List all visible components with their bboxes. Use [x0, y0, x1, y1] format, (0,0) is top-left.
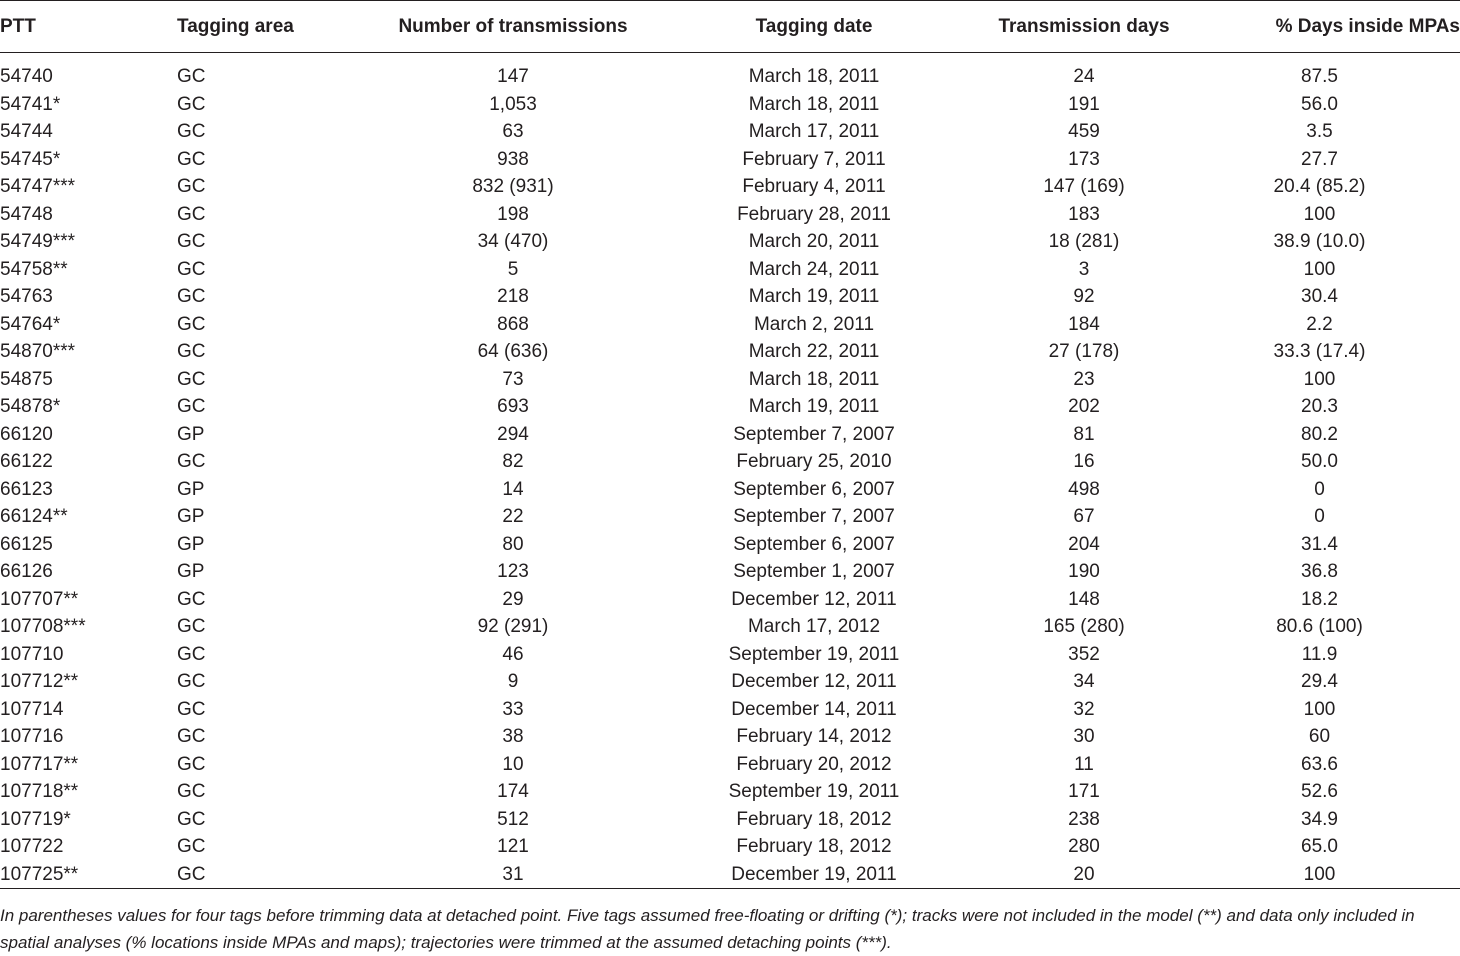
header-ptt: PTT [0, 1, 177, 53]
cell-pct-days-inside-mpas: 65.0 [1301, 836, 1338, 857]
cell-number-of-transmissions: 832 (931) [472, 176, 554, 197]
cell-number-of-transmissions: 34 (470) [477, 231, 549, 252]
table-row [0, 91, 1460, 119]
cell-number-of-transmissions: 73 [502, 368, 524, 390]
cell-transmission-days: 202 [1068, 396, 1100, 417]
table-row [0, 476, 1460, 504]
cell-pct-days-inside-mpas: 20.4 (85.2) [1273, 176, 1366, 197]
table-row [0, 613, 1460, 641]
cell-tagging-date: March 17, 2011 [748, 121, 880, 142]
table-row [0, 558, 1460, 586]
cell-number-of-transmissions: 63 [502, 121, 524, 142]
table-row [0, 531, 1460, 559]
cell-tagging-date: September 6, 2007 [733, 478, 895, 500]
cell-tagging-date: February 18, 2012 [736, 808, 892, 830]
table-row [0, 201, 1460, 229]
cell-tagging-date: December 19, 2011 [639, 861, 989, 889]
cell-ptt: 66126 [0, 561, 53, 582]
cell-transmission-days: 11 [1074, 753, 1094, 775]
cell-tagging-date: September 1, 2007 [733, 561, 895, 582]
cell-pct-days-inside-mpas: 11.9 [1301, 643, 1338, 665]
cell-transmission-days: 459 [1068, 121, 1100, 142]
table-row [0, 833, 1460, 861]
cell-number-of-transmissions: 198 [497, 203, 529, 225]
cell-transmission-days: 147 (169) [1043, 176, 1125, 197]
header-pct-days-inside-mpas: % Days inside MPAs [1179, 1, 1460, 53]
cell-pct-days-inside-mpas: 80.6 (100) [1276, 616, 1363, 637]
cell-ptt: 107717** [0, 753, 79, 775]
cell-ptt: 66120 [0, 423, 53, 445]
table-row [0, 751, 1460, 779]
cell-number-of-transmissions: 64 (636) [477, 341, 549, 362]
cell-pct-days-inside-mpas: 2.2 [1306, 313, 1333, 335]
cell-tagging-date: March 18, 2011 [748, 368, 880, 390]
cell-tagging-area: GC [177, 781, 206, 802]
cell-tagging-date: September 19, 2011 [728, 643, 900, 665]
table-row [0, 53, 1460, 91]
cell-ptt: 54875 [0, 368, 53, 390]
cell-tagging-area: GC [177, 808, 206, 830]
cell-ptt: 54870*** [0, 341, 76, 362]
cell-transmission-days: 238 [1068, 808, 1100, 830]
cell-ptt: 54758** [0, 258, 68, 280]
cell-ptt: 107712** [0, 671, 79, 692]
cell-pct-days-inside-mpas: 18.2 [1301, 588, 1338, 610]
cell-tagging-date: March 19, 2011 [748, 396, 880, 417]
cell-tagging-date: September 6, 2007 [733, 533, 895, 555]
cell-transmission-days: 81 [1073, 423, 1095, 445]
cell-ptt: 66124** [0, 506, 68, 527]
header-row [0, 1, 1460, 53]
cell-transmission-days: 27 (178) [1048, 341, 1120, 362]
cell-tagging-date: December 14, 2011 [731, 698, 897, 720]
cell-pct-days-inside-mpas: 87.5 [1301, 66, 1338, 87]
cell-transmission-days: 280 [1068, 836, 1100, 857]
cell-transmission-days: 24 [1073, 66, 1095, 87]
table-row [0, 146, 1460, 174]
cell-number-of-transmissions: 218 [497, 286, 529, 307]
cell-number-of-transmissions: 29 [502, 588, 524, 610]
table-row [0, 641, 1460, 669]
cell-number-of-transmissions: 938 [497, 148, 529, 170]
cell-tagging-area: GC [177, 203, 206, 225]
cell-transmission-days: 190 [1068, 561, 1100, 582]
cell-pct-days-inside-mpas: 100 [1303, 698, 1336, 720]
cell-pct-days-inside-mpas: 100 [1303, 368, 1336, 390]
cell-pct-days-inside-mpas: 29.4 [1301, 671, 1338, 692]
cell-tagging-date: February 20, 2012 [736, 753, 892, 775]
cell-transmission-days: 3 [1078, 258, 1090, 280]
cell-tagging-area: GP [177, 423, 205, 445]
cell-number-of-transmissions: 38 [502, 726, 524, 747]
cell-number-of-transmissions: 10 [502, 753, 524, 775]
cell-ptt: 54745* [0, 148, 61, 170]
cell-ptt: 54749*** [0, 231, 76, 252]
cell-number-of-transmissions: 82 [502, 451, 524, 472]
header-tagging-area: Tagging area [177, 1, 387, 53]
cell-ptt: 54748 [0, 203, 53, 225]
cell-pct-days-inside-mpas: 63.6 [1301, 753, 1338, 775]
cell-transmission-days: 165 (280) [1043, 616, 1125, 637]
cell-ptt: 107708*** [0, 616, 86, 637]
cell-tagging-area: GC [177, 93, 206, 115]
cell-pct-days-inside-mpas: 30.4 [1301, 286, 1338, 307]
cell-tagging-area: GC [177, 368, 206, 390]
cell-pct-days-inside-mpas: 0 [1314, 506, 1325, 527]
cell-ptt: 107707** [0, 588, 79, 610]
cell-tagging-area: GC [177, 698, 206, 720]
cell-transmission-days: 173 [1068, 148, 1100, 170]
cell-number-of-transmissions: 31 [387, 861, 639, 889]
table-row [0, 228, 1460, 256]
table-body [0, 53, 1460, 889]
cell-ptt: 107719* [0, 808, 71, 830]
cell-number-of-transmissions: 147 [497, 66, 529, 87]
cell-pct-days-inside-mpas: 20.3 [1301, 396, 1338, 417]
cell-transmission-days: 498 [1068, 478, 1100, 500]
cell-number-of-transmissions: 92 (291) [477, 616, 549, 637]
cell-ptt: 107722 [0, 836, 64, 857]
cell-number-of-transmissions: 9 [507, 671, 519, 692]
table-row [0, 503, 1460, 531]
cell-pct-days-inside-mpas: 100 [1303, 203, 1336, 225]
cell-tagging-date: March 2, 2011 [753, 313, 875, 335]
cell-transmission-days: 191 [1068, 93, 1100, 115]
cell-tagging-area: GC [177, 451, 206, 472]
cell-pct-days-inside-mpas: 0 [1314, 478, 1325, 500]
cell-tagging-area: GP [177, 561, 205, 582]
cell-tagging-date: February 7, 2011 [742, 148, 886, 170]
cell-ptt: 107718** [0, 781, 79, 802]
cell-transmission-days: 16 [1073, 451, 1095, 472]
cell-ptt: 54747*** [0, 176, 76, 197]
cell-ptt: 107725** [0, 861, 177, 889]
cell-number-of-transmissions: 33 [502, 698, 524, 720]
cell-tagging-area: GC [177, 66, 206, 87]
cell-transmission-days: 352 [1068, 643, 1100, 665]
table-row [0, 173, 1460, 201]
cell-pct-days-inside-mpas: 34.9 [1301, 808, 1338, 830]
cell-ptt: 66125 [0, 533, 53, 555]
cell-transmission-days: 171 [1068, 781, 1100, 802]
table-row [0, 118, 1460, 146]
cell-number-of-transmissions: 22 [502, 506, 524, 527]
table-row [0, 448, 1460, 476]
table-row [0, 586, 1460, 614]
cell-tagging-area: GC [177, 836, 206, 857]
table-row [0, 806, 1460, 834]
cell-tagging-area: GC [177, 313, 206, 335]
cell-pct-days-inside-mpas: 33.3 (17.4) [1273, 341, 1366, 362]
table-row [0, 283, 1460, 311]
cell-tagging-area: GC [177, 258, 206, 280]
cell-tagging-area: GC [177, 588, 206, 610]
cell-number-of-transmissions: 174 [497, 781, 529, 802]
cell-tagging-date: September 19, 2011 [728, 781, 900, 802]
cell-tagging-date: February 28, 2011 [737, 203, 891, 225]
cell-number-of-transmissions: 5 [507, 258, 519, 280]
cell-tagging-area: GC [177, 726, 206, 747]
cell-pct-days-inside-mpas: 36.8 [1301, 561, 1338, 582]
cell-number-of-transmissions: 121 [497, 836, 529, 857]
table-row [0, 256, 1460, 284]
cell-pct-days-inside-mpas: 50.0 [1301, 451, 1338, 472]
cell-tagging-date: February 18, 2012 [736, 836, 892, 857]
cell-transmission-days: 23 [1073, 368, 1095, 390]
cell-number-of-transmissions: 80 [502, 533, 524, 555]
cell-transmission-days: 34 [1073, 671, 1095, 692]
cell-tagging-area: GC [177, 341, 206, 362]
cell-tagging-date: February 25, 2010 [736, 451, 892, 472]
cell-number-of-transmissions: 1,053 [489, 93, 537, 115]
cell-ptt: 66123 [0, 478, 53, 500]
cell-tagging-date: December 12, 2011 [731, 588, 897, 610]
cell-pct-days-inside-mpas: 38.9 (10.0) [1273, 231, 1366, 252]
cell-tagging-date: March 18, 2011 [748, 93, 880, 115]
table-row [0, 366, 1460, 394]
cell-transmission-days: 183 [1068, 203, 1100, 225]
cell-tagging-date: March 18, 2011 [748, 66, 880, 87]
cell-tagging-date: September 7, 2007 [733, 506, 895, 527]
cell-tagging-area: GC [177, 121, 206, 142]
cell-tagging-area: GP [177, 506, 205, 527]
cell-number-of-transmissions: 512 [497, 808, 529, 830]
cell-tagging-area: GP [177, 478, 205, 500]
cell-transmission-days: 18 (281) [1048, 231, 1120, 252]
header-number-of-transmissions: Number of transmissions [387, 1, 639, 53]
cell-tagging-area: GC [177, 231, 206, 252]
cell-pct-days-inside-mpas: 31.4 [1301, 533, 1338, 555]
header-transmission-days: Transmission days [989, 1, 1179, 53]
cell-pct-days-inside-mpas: 52.6 [1301, 781, 1338, 802]
cell-tagging-date: February 14, 2012 [736, 726, 892, 747]
table-row [0, 668, 1460, 696]
cell-pct-days-inside-mpas: 100 [1303, 258, 1336, 280]
cell-tagging-area: GC [177, 286, 206, 307]
cell-transmission-days: 32 [1073, 698, 1095, 720]
cell-tagging-date: December 12, 2011 [731, 671, 897, 692]
table-footnote: In parentheses values for four tags before trimming data at detached point. Five tags assumed free-floating or drifting (*); tracks were not included in the model (**) and data only included in spatial analyses (% locations inside MPAs and maps); trajectories were trimmed at the assumed detaching points (***). [0, 906, 1415, 952]
cell-pct-days-inside-mpas: 56.0 [1301, 93, 1338, 115]
cell-ptt: 54744 [0, 121, 53, 142]
table-row [0, 778, 1460, 806]
cell-pct-days-inside-mpas: 27.7 [1301, 148, 1338, 170]
cell-tagging-area: GC [177, 396, 206, 417]
cell-pct-days-inside-mpas: 80.2 [1301, 423, 1338, 445]
cell-pct-days-inside-mpas: 60 [1308, 726, 1331, 747]
cell-ptt: 54764* [0, 313, 61, 335]
cell-ptt: 107714 [0, 698, 64, 720]
cell-tagging-date: March 20, 2011 [748, 231, 880, 252]
cell-tagging-date: March 17, 2012 [747, 616, 881, 637]
cell-ptt: 66122 [0, 451, 53, 472]
cell-number-of-transmissions: 693 [497, 396, 529, 417]
cell-tagging-area: GP [177, 533, 205, 555]
table-row [0, 696, 1460, 724]
cell-number-of-transmissions: 294 [497, 423, 529, 445]
cell-number-of-transmissions: 868 [497, 313, 529, 335]
cell-transmission-days: 184 [1068, 313, 1100, 335]
table-row [0, 393, 1460, 421]
cell-ptt: 54740 [0, 66, 53, 87]
cell-tagging-area: GC [177, 861, 387, 889]
cell-tagging-date: September 7, 2007 [733, 423, 895, 445]
cell-transmission-days: 20 [989, 861, 1179, 889]
cell-tagging-area: GC [177, 643, 206, 665]
cell-transmission-days: 30 [1073, 726, 1095, 747]
cell-ptt: 54741* [0, 93, 61, 115]
cell-ptt: 107716 [0, 726, 64, 747]
cell-tagging-area: GC [177, 753, 206, 775]
cell-ptt: 107710 [0, 643, 64, 665]
cell-ptt: 54878* [0, 396, 61, 417]
cell-number-of-transmissions: 123 [497, 561, 529, 582]
cell-tagging-area: GC [177, 671, 206, 692]
cell-pct-days-inside-mpas: 3.5 [1306, 121, 1333, 142]
cell-transmission-days: 148 [1068, 588, 1100, 610]
table-row [0, 723, 1460, 751]
header-tagging-date: Tagging date [639, 1, 989, 53]
cell-ptt: 54763 [0, 286, 53, 307]
cell-number-of-transmissions: 14 [502, 478, 524, 500]
cell-transmission-days: 92 [1073, 286, 1095, 307]
cell-tagging-area: GC [177, 148, 206, 170]
table-row [0, 421, 1460, 449]
cell-pct-days-inside-mpas: 100 [1179, 861, 1460, 889]
table-header [0, 1, 1460, 53]
cell-tagging-date: March 24, 2011 [748, 258, 880, 280]
cell-tagging-date: March 19, 2011 [748, 286, 880, 307]
cell-tagging-area: GC [177, 616, 206, 637]
cell-tagging-date: March 22, 2011 [748, 341, 880, 362]
cell-transmission-days: 67 [1073, 506, 1095, 527]
table-row [0, 338, 1460, 366]
cell-tagging-area: GC [177, 176, 206, 197]
table-row [0, 861, 1460, 889]
cell-tagging-date: February 4, 2011 [742, 176, 886, 197]
cell-number-of-transmissions: 46 [502, 643, 524, 665]
cell-transmission-days: 204 [1068, 533, 1100, 555]
table-row [0, 311, 1460, 339]
